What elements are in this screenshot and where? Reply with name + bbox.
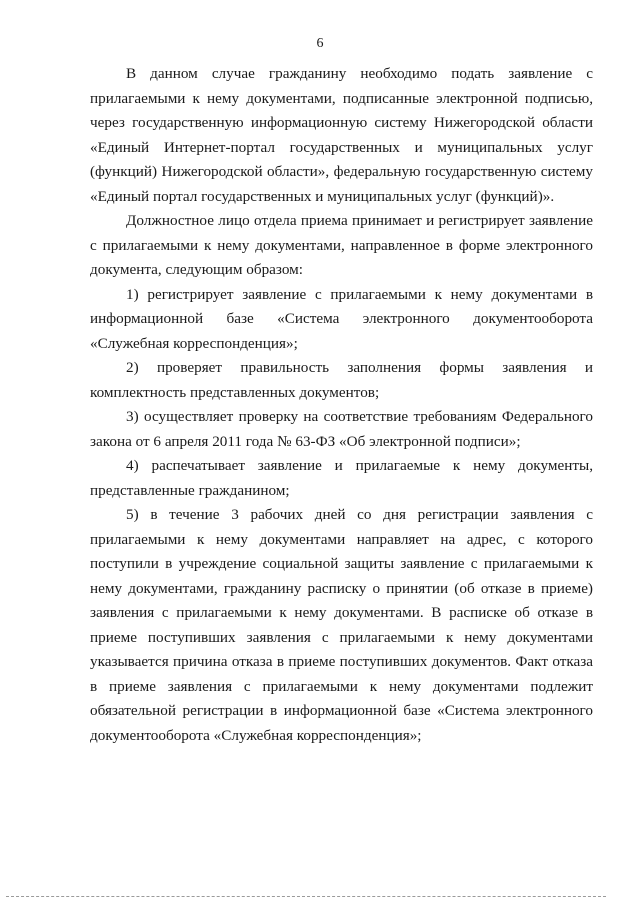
list-item-3: 3) осуществляет проверку на соответствие требованиям Федерального закона от 6 апреля 2011 года № 63-ФЗ «Об электронной подписи»; (90, 408, 593, 450)
paragraph-intro: В данном случае гражданину необходимо подать заявление с прилагаемыми к нему документами, подписанные электронной подписью, через государственную информационную систему Нижегородской области «Единый Интернет-портал государственных и муниципальных услуг (функций) Нижегородской области», федеральную государственную систему «Единый портал государственных и муниципальных услуг (функций)». (90, 65, 593, 205)
scan-edge-line (6, 896, 606, 897)
page-number: 6 (316, 36, 324, 51)
list-item-2: 2) проверяет правильность заполнения формы заявления и комплектность представленных документов; (90, 359, 593, 401)
list-item-4: 4) распечатывает заявление и прилагаемые к нему документы, представленные гражданином; (90, 457, 593, 499)
paragraph-officer-duties: Должностное лицо отдела приема принимает и регистрирует заявление с прилагаемыми к нему документами, направленное в форме электронного документа, следующим образом: (90, 212, 593, 278)
document-body (90, 62, 593, 748)
list-item-1: 1) регистрирует заявление с прилагаемыми к нему документами в информационной базе «Система электронного документооборота «Служебная корреспонденция»; (90, 285, 593, 352)
list-item-5: 5) в течение 3 рабочих дней со дня регистрации заявления с прилагаемыми к нему документами направляет на адрес, с которого поступили в учреждение социальной защиты заявление с прилагаемыми к нему документами, гражданину расписку о принятии (об отказе в приеме) заявления с прилагаемыми к нему документами. В расписке об отказе в приеме поступивших заявления с прилагаемыми к нему документами указывается причина отказа в приеме поступивших документов. Факт отказа в приеме заявления с прилагаемыми к нему документами подлежит обязательной регистрации в информационной базе «Система электронного документооборота «Служебная корреспонденция»; (90, 506, 593, 744)
